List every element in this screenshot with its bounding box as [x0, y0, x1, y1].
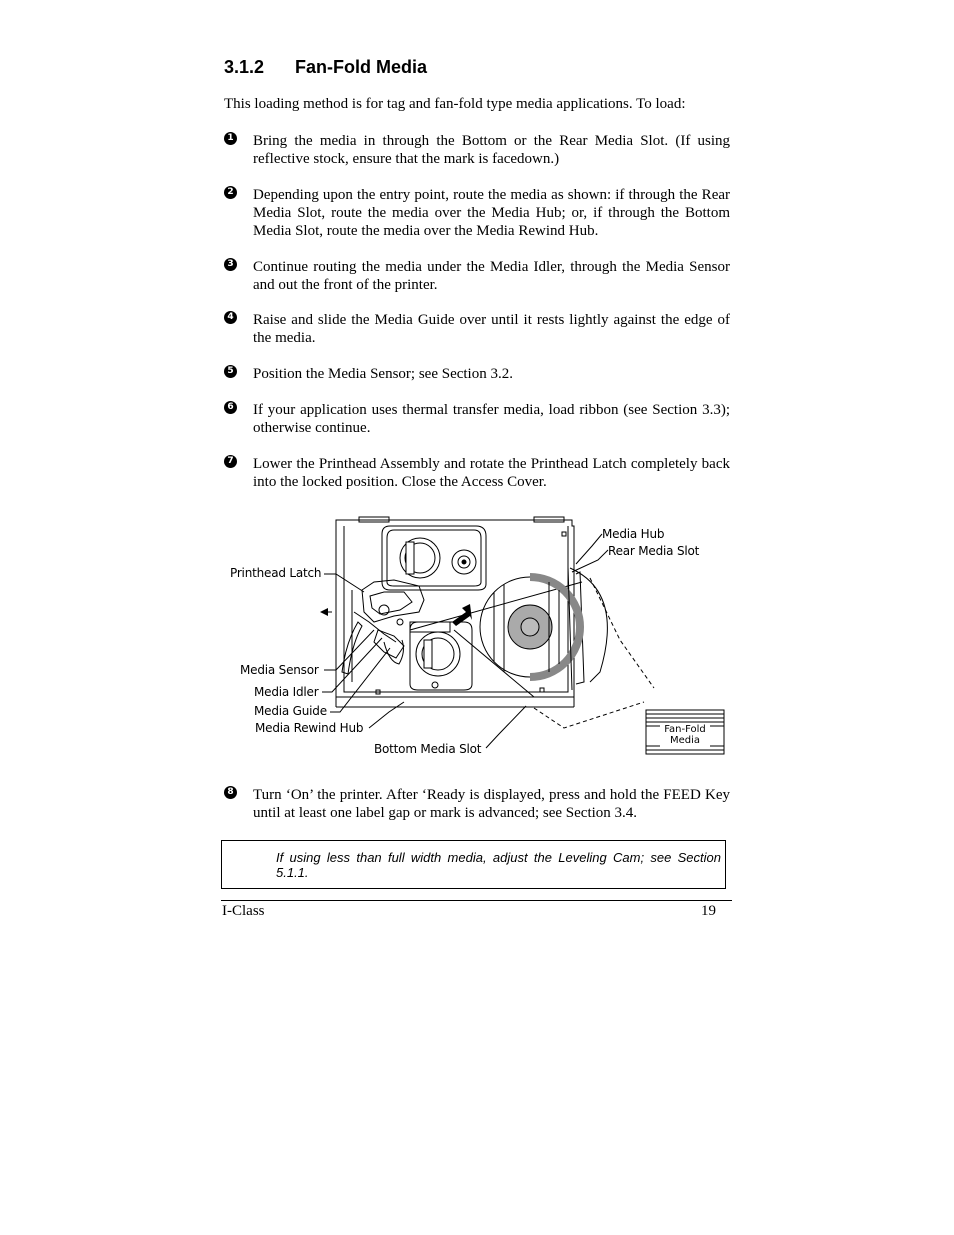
step-1-marker: 1 — [224, 132, 237, 145]
footer-product: I-Class — [222, 903, 265, 919]
section-title: Fan-Fold Media — [295, 57, 427, 77]
step-7-marker: 7 — [224, 455, 237, 468]
callout-media-hub: Media Hub — [602, 527, 665, 541]
step-5 — [224, 365, 730, 383]
footer-page-number: 19 — [701, 903, 716, 919]
step-4-text: Raise and slide the Media Guide over until it rests lightly against the edge of the media. — [253, 312, 730, 346]
step-7-text: Lower the Printhead Assembly and rotate the Printhead Latch completely back into the locked position. Close the Access Cover. — [253, 456, 730, 490]
step-4-marker: 4 — [224, 311, 237, 324]
callout-media-guide: Media Guide — [254, 704, 327, 718]
footer-rule — [221, 900, 732, 901]
step-3-marker: 3 — [224, 258, 237, 271]
step-1-text: Bring the media in through the Bottom or the Rear Media Slot. (If using reflective stock, ensure that the mark is facedown.) — [253, 133, 730, 167]
fanfold-label-line2: Media — [669, 735, 701, 746]
step-5-text: Position the Media Sensor; see Section 3.2. — [253, 366, 513, 382]
section-heading — [224, 57, 427, 78]
printer-diagram — [224, 512, 734, 764]
callout-media-sensor: Media Sensor — [240, 663, 319, 677]
callout-printhead-latch: Printhead Latch — [230, 566, 322, 580]
note-box — [221, 840, 726, 889]
step-6 — [224, 401, 730, 437]
step-3 — [224, 258, 730, 294]
step-5-marker: 5 — [224, 365, 237, 378]
step-3-text: Continue routing the media under the Media Idler, through the Media Sensor and out the front of the printer. — [253, 259, 730, 293]
step-8-text: Turn ‘On’ the printer. After ‘Ready is displayed, press and hold the FEED Key until at least one label gap or mark is advanced; see Section 3.4. — [253, 787, 730, 821]
callout-bottom-media-slot: Bottom Media Slot — [374, 742, 482, 756]
step-6-marker: 6 — [224, 401, 237, 414]
step-4 — [224, 311, 730, 347]
step-8 — [224, 786, 730, 822]
callout-media-idler: Media Idler — [254, 685, 319, 699]
step-2-marker: 2 — [224, 186, 237, 199]
intro-paragraph: This loading method is for tag and fan-fold type media applications. To load: — [224, 96, 686, 112]
step-8-marker: 8 — [224, 786, 237, 799]
step-7 — [224, 455, 730, 491]
step-2-text: Depending upon the entry point, route the media as shown: if through the Rear Media Slot, route the media over the Media Hub; or, if through the Bottom Media Slot, route the media over the Media Rewind Hub. — [253, 187, 730, 239]
fanfold-label-line1: Fan-Fold — [664, 724, 706, 735]
step-1 — [224, 132, 730, 168]
step-2 — [224, 186, 730, 240]
section-number: 3.1.2 — [224, 57, 265, 77]
note-text: If using less than full width media, adjust the Leveling Cam; see Section 5.1.1. — [276, 850, 721, 880]
fanfold-media-label — [660, 724, 710, 746]
callout-rear-media-slot: Rear Media Slot — [608, 544, 700, 558]
step-6-text: If your application uses thermal transfer media, load ribbon (see Section 3.3); otherwise continue. — [253, 402, 730, 436]
callout-media-rewind-hub: Media Rewind Hub — [255, 721, 364, 735]
